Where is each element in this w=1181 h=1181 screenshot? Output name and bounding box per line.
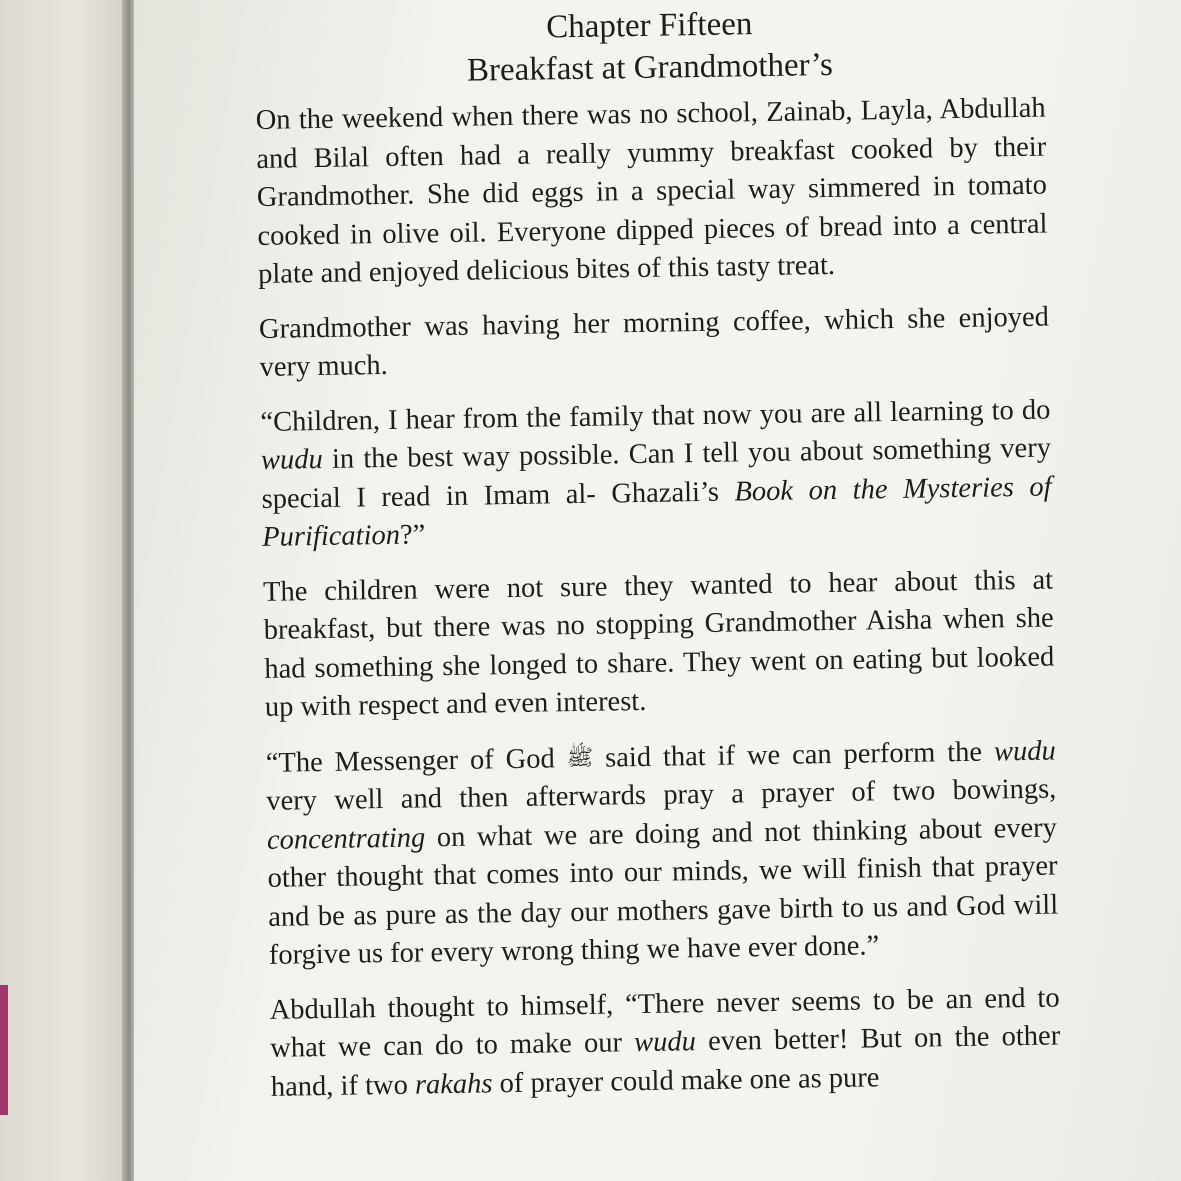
chapter-heading (254, 0, 1045, 96)
salawat-glyph: ﷺ (566, 744, 594, 770)
book-title: Book on the Mysteries of Purification (262, 471, 1052, 553)
chapter-title: Breakfast at Grandmother’s (466, 46, 834, 89)
text-run: ?” (399, 519, 426, 551)
text-run: on what we are doing and not thinking about every other thought that comes into our minds, we will finish that prayer and be as pure as the day our mothers gave birth to us and God will forgive us for every wrong thing we have ever done.” (267, 811, 1059, 971)
paragraph-coffee: Grandmother was having her morning coffee, which she enjoyed very much. (258, 301, 1050, 383)
text-run: even better! But on the other hand, if two (270, 1020, 1061, 1103)
italic-term: wudu (993, 735, 1056, 767)
italic-term: wudu (633, 1026, 697, 1059)
text-run: of prayer could make one as pure (492, 1061, 880, 1099)
paragraph-hadith (265, 731, 1059, 975)
text-run: said that if we can perform the (592, 735, 995, 774)
book-page (134, 0, 1181, 1181)
text-run: “Children, I hear from the family that now you are all learning to do (260, 394, 1051, 438)
paragraph-abdullah-thought (269, 979, 1061, 1107)
paragraph-grandmother-question (260, 391, 1052, 557)
book-cover-edge (0, 985, 8, 1115)
italic-term: concentrating (266, 821, 426, 856)
previous-page (0, 0, 128, 1181)
text-run: very well and then afterwards pray a prayer of two bowings, (266, 773, 1057, 817)
italic-term: wudu (260, 443, 324, 476)
text-run: Abdullah thought to himself, “There never seems to be an end to what we can do to make our (269, 981, 1060, 1064)
text-run: in the best way possible. Can I tell you about something very special I read in Imam al- Ghazali’s (261, 432, 1052, 515)
paragraph-children-reaction: The children were not sure they wanted to hear about this at breakfast, but there was no stopping Grandmother Aisha when she had something she longed to share. They went on eating but looked up with respect and even interest. (262, 564, 1055, 723)
page-text (254, 0, 1061, 1123)
paragraph-breakfast: On the weekend when there was no school, Zainab, Layla, Abdullah and Bilal often had a really yummy breakfast cooked by their Grandmother. She did eggs in a special way simmered in tomato cooked in olive oil. Everyone dipped pieces of bread into a central plate and enjoyed delicious bites of this tasty treat. (255, 92, 1048, 290)
text-run: “The Messenger of God (265, 742, 567, 779)
italic-term: rakahs (414, 1067, 493, 1101)
chapter-number: Chapter Fifteen (545, 6, 753, 46)
